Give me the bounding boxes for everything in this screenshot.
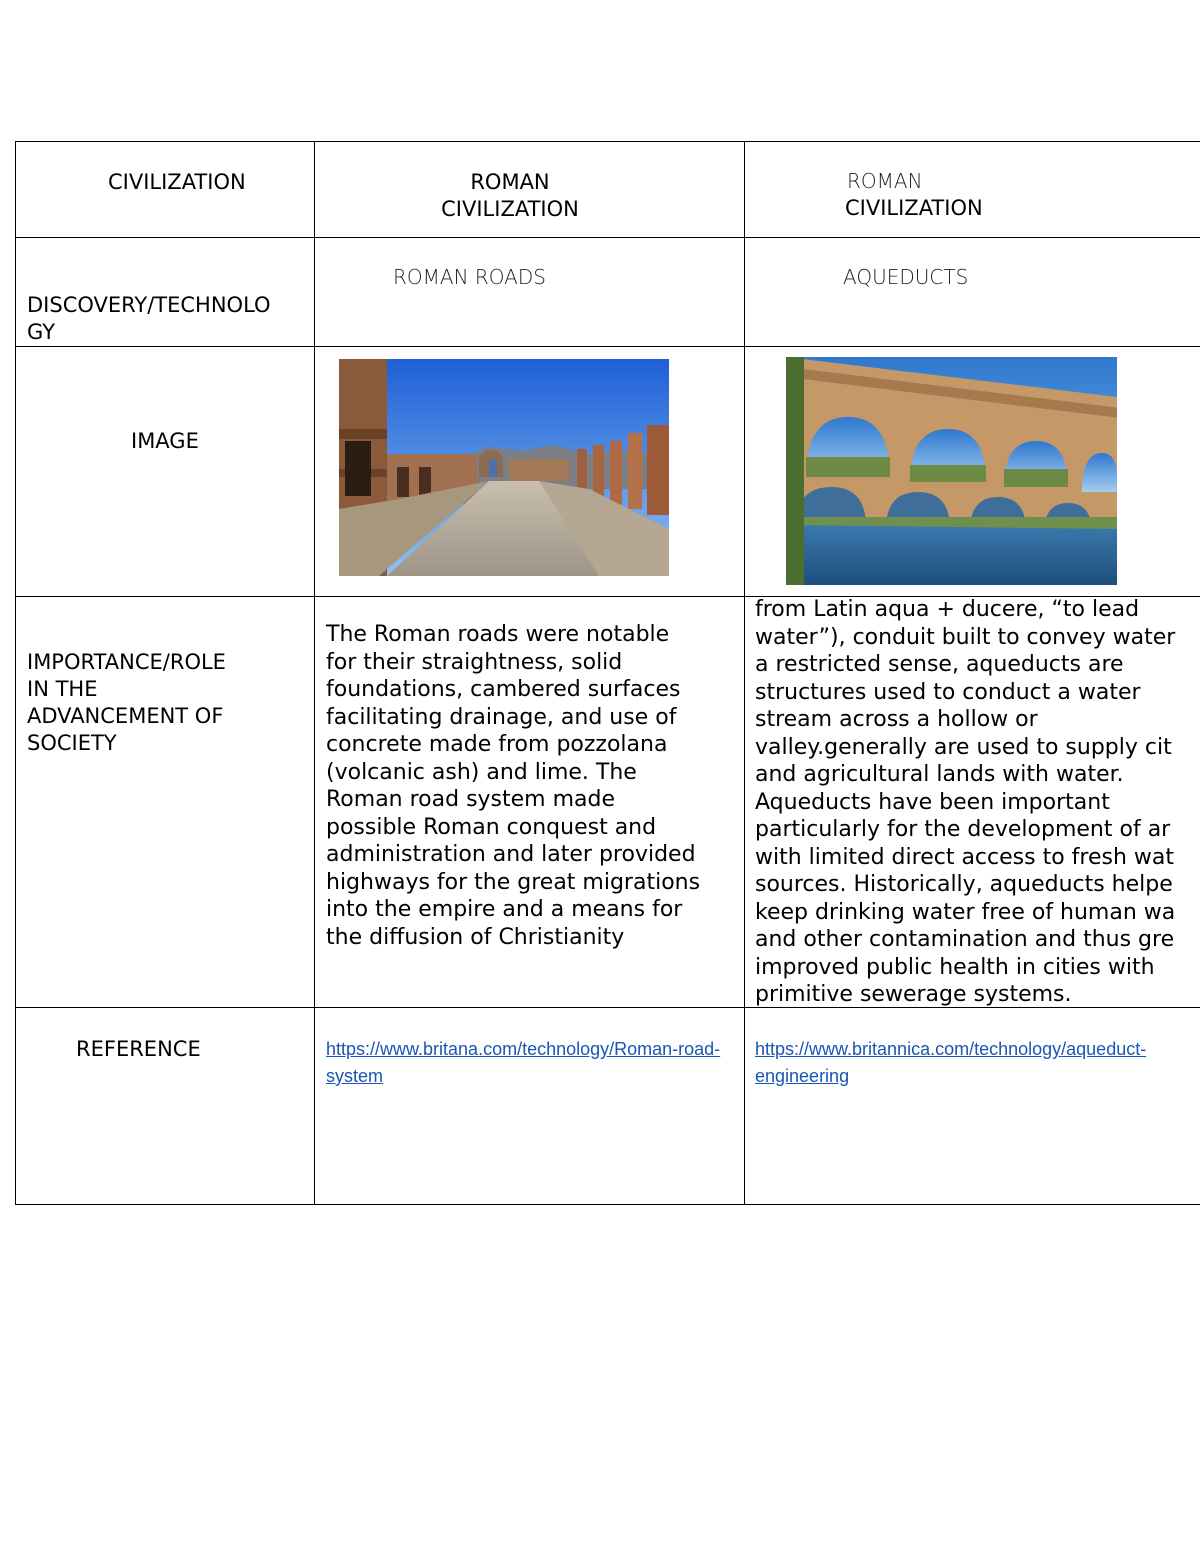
table-border-bottom [15, 1204, 1200, 1205]
table-column-divider [744, 141, 745, 1205]
reference-label: REFERENCE [76, 1037, 201, 1061]
importance-label: IMPORTANCE/ROLE IN THE ADVANCEMENT OF SOCIETY [27, 650, 226, 755]
roman-road-illustration [339, 359, 669, 576]
image-label: IMAGE [131, 429, 199, 453]
aqueduct-image [786, 357, 1117, 585]
discovery-roman-roads: ROMAN ROADS [393, 265, 546, 289]
header-roman-civilization-2-line1: ROMAN [847, 169, 923, 193]
reference-link-roman-roads[interactable]: https://www.britana.com/technology/Roman-road-system [326, 1039, 721, 1086]
importance-aqueducts-text: from Latin aqua + ducere, “to lead water”), conduit built to convey water a restricted sense, aqueducts are structures used to conduct a water stream across a hollow or valley.generally are used to supply cit and agricultural lands with water. Aqueducts have been important particularly for the development of ar with limited direct access to fresh wat sources. Historically, aqueducts helpe keep drinking water free of human wa and other contamination and thus gre improved public health in cities with primitive sewerage systems. [755, 597, 1176, 1007]
roman-road-image [339, 359, 669, 576]
importance-roman-roads-text: The Roman roads were notable for their straightness, solid foundations, cambered surfaces facilitating drainage, and use of concrete made from pozzolana (volcanic ash) and lime. The Roman road system made possible Roman conquest and administration and later provided highways for the great migrations into the empire and a means for the diffusion of Christianity [326, 622, 701, 950]
reference-link-aqueducts[interactable]: https://www.britannica.com/technology/aqueduct-engineering [755, 1039, 1147, 1086]
table-row-divider [15, 237, 1200, 238]
header-label-civilization: CIVILIZATION [108, 170, 246, 194]
table-column-divider [314, 141, 315, 1205]
table-border-left [15, 141, 16, 1205]
table-border-top [15, 141, 1200, 142]
discovery-aqueducts: AQUEDUCTS [843, 265, 969, 289]
header-roman-civilization-1: ROMAN CIVILIZATION [441, 170, 579, 221]
header-roman-civilization-2-line2: CIVILIZATION [845, 196, 983, 220]
table-row-divider [15, 346, 1200, 347]
discovery-label: DISCOVERY/TECHNOLO GY [27, 293, 271, 344]
aqueduct-illustration [786, 357, 1117, 585]
